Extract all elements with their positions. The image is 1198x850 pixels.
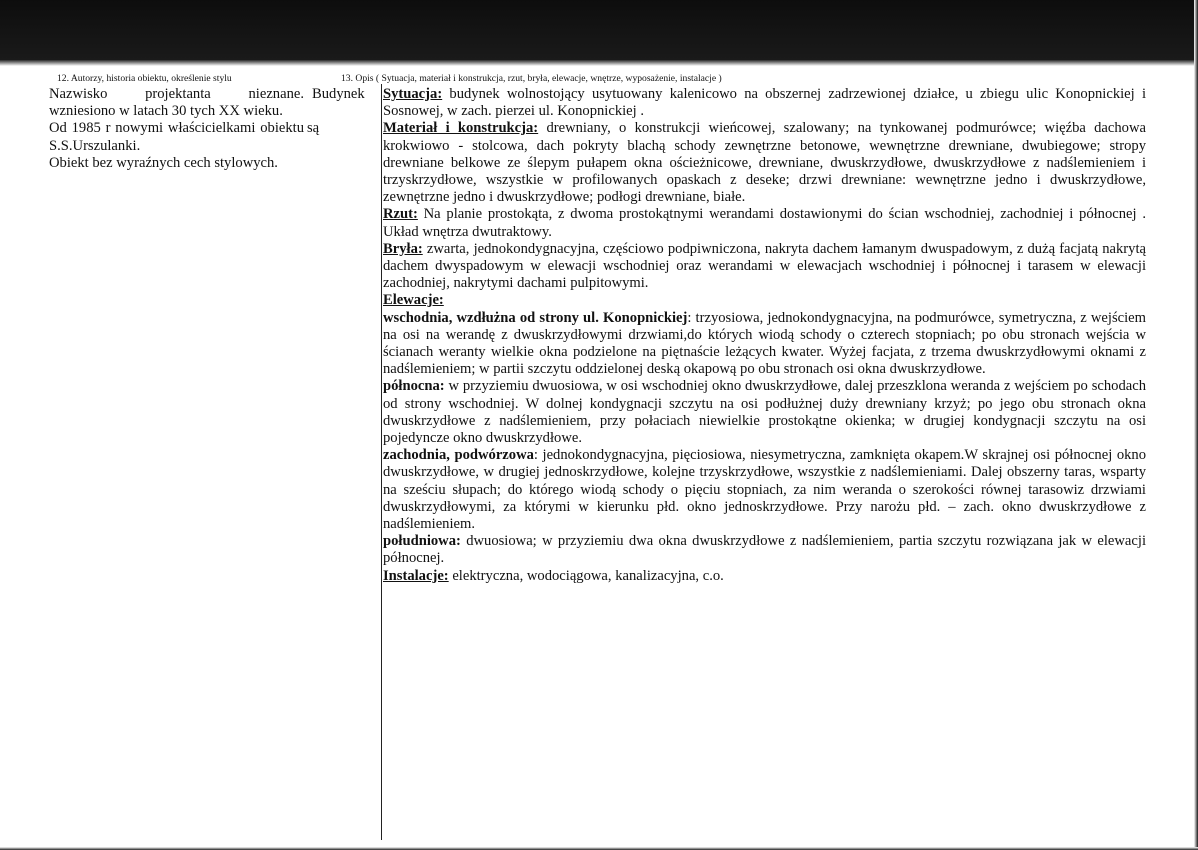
elevation-zachodnia [383,447,1146,533]
section-rzut [383,206,1146,240]
description-column [383,86,1146,585]
label-rzut: Rzut: [383,206,418,223]
scan-top-band [0,0,1198,66]
label-zachodnia: zachodnia, podwórzowa [383,447,534,464]
text-instalacje: elektryczna, wodociągowa, kanalizacyjna, c.o. [448,567,724,584]
column-divider [381,84,382,840]
authors-history-column [49,86,304,172]
text-polnocna: w przyziemiu dwuosiowa, w osi wschodniej okno dwuskrzydłowe, dalej przeszklona weranda z wejściem po schodach od strony wschodniej. W dolnej kondygnacji szczytu na osi podłużnej duży drewniany krzyż; po jego obu stronach okna dwuskrzydłowe z nadślemieniem, przy połaciach niewielkie prostokątne okienka; w drugiej kondygnacji szczytu na osi pojedyncze okno dwuskrzydłowe. [383,378,1146,447]
label-polnocna: północna: [383,378,445,395]
text-sytuacja: budynek wolnostojący usytuowany kalenicowo na obszernej zadrzewionej działce, u zbiegu ulic Konopnickiej i Sosnowej, w zach. pierzei ul. Konopnickiej . [383,86,1146,120]
section-material [383,120,1146,206]
label-bryla: Bryła: [383,240,423,257]
text-material: drewniany, o konstrukcji wieńcowej, szalowany; na tynkowanej podmurówce; więźba dachowa krokwiowo - stolcowa, dach pokryty blachą schody zewnętrzne betonowe, wewnętrzne drewniane, dwubiegowe; stropy drewniane belkowe ze ślepym pułapem okna ościeżnicowe, drewniane, dwuskrzydłowe, dwuskrzydłowe z nadślemieniem i trzyskrzydłowe, wszystkie w profilowanych opaskach z deseke; drzwi drewniane: wewnętrzne jedno i dwuskrzydłowe, zewnętrzne jedno i dwuskrzydłowe; podłogi drewniane, białe. [383,120,1146,206]
section-sytuacja [383,86,1146,120]
elevation-polnocna [383,378,1146,447]
label-sytuacja: Sytuacja: [383,86,443,102]
label-elewacje: Elewacje: [383,292,444,309]
section-bryla [383,241,1146,293]
owners-name-line: S.S.Urszulanki. [49,137,141,154]
overflow-word-budynek: Budynek [312,86,365,102]
text-wschodnia: : trzyosiowa, jednokondygnacyjna, na podmurówce, symetryczna, z wejściem na osi na werandę z dwuskrzydłowymi drzwiami,do których wiodą schody o czterech stopniach; po obu stronach wejścia w ścianach weranty wielkie okna podzielone na piętnaście leżących kwater. Wyżej facjata, z trzema dwuskrzydłowymi oknami z nadślemieniem; w partii szczytu oddzielonej deską okapową po obu stronach osi okna dwuskrzydłowe. [383,309,1146,378]
text-poludniowa: dwuosiowa; w przyziemiu dwa okna dwuskrzydłowe z nadślemieniem, partia szczytu rozwiązana jak w elewacji północnej. [383,533,1146,567]
style-line: Obiekt bez wyraźnych cech stylowych. [49,154,278,171]
text-zachodnia: : jednokondygnacyjna, pięciosiowa, niesymetryczna, zamknięta okapem.W skrajnej osi północnej okno dwuskrzydłowe, w drugiej jednoskrzydłowe, kolejne trzyskrzydłowe, wszystkie z nadślemieniami. Dalej obszerny taras, wsparty na sześciu słupach; do którego wiodą schody o pięciu stopniach, za nim weranda o szerokości równej tarasowiz drzwiami dwuskrzydłowymi, za którymi w kierunku płd. okno jednoskrzydłowe. Przy narożu płd. – zach. okno dwuskrzydłowe z nadślemieniem. [383,447,1147,533]
text-rzut: Na planie prostokąta, z dwoma prostokątnymi werandami dostawionymi do ścian wschodniej, zachodniej i północnej . Układ wnętrza dwutraktowy. [383,206,1146,240]
elevation-poludniowa [383,533,1146,567]
section-instalacje [383,568,1146,585]
label-wschodnia: wschodnia, wzdłużna od strony ul. Konopnickiej [383,309,688,326]
built-line: wzniesiono w latach 30 tych XX wieku. [49,103,283,120]
label-material: Materiał i konstrukcja: [383,120,539,137]
scan-right-edge [1194,0,1198,850]
section-elewacje [383,292,1146,309]
label-instalacje: Instalacje: [383,567,449,584]
right-column-header: 13. Opis ( Sytuacja, materiał i konstrukcja, rzut, bryła, elewacje, wnętrze, wyposażenie, instalacje ) [341,73,722,84]
owners-line: Od 1985 r nowymi właścicielkami obiektu [49,120,304,137]
left-column-header: 12. Autorzy, historia obiektu, określenie stylu [57,73,232,84]
text-bryla: zwarta, jednokondygnacyjna, częściowo podpiwniczona, nakryta dachem łamanym dwuspadowym, z dużą facjatą nakrytą dachem dwyspadowym w elewacji wschodniej oraz werandami w elewacjach wschodniej i północnej i tarasem w elewacji zachodniej, nakrytymi dachami pulpitowymi. [383,240,1146,292]
label-poludniowa: południowa: [383,533,461,550]
elevation-wschodnia [383,310,1146,379]
overflow-word-sa: są [307,120,320,136]
designer-line: Nazwisko projektanta nieznane. [49,86,304,102]
